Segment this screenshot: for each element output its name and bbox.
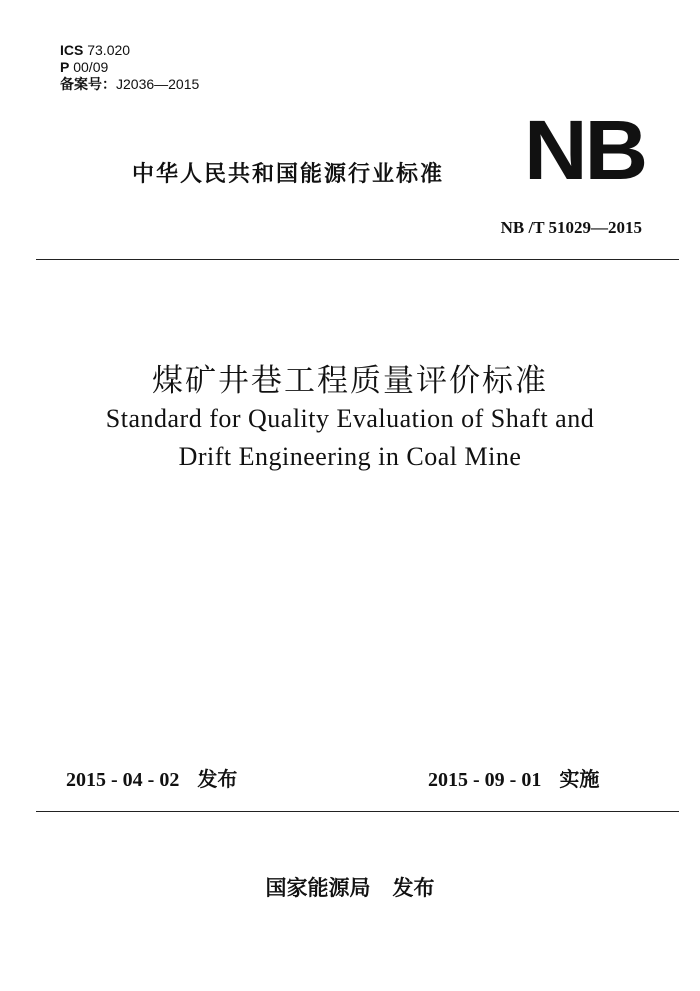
title-english-line1: Standard for Quality Evaluation of Shaft and bbox=[105, 404, 595, 433]
top-divider bbox=[36, 259, 679, 260]
title-chinese: 煤矿井巷工程质量评价标准 bbox=[152, 363, 548, 399]
record-label: 备案号： bbox=[60, 76, 116, 92]
class-label: P bbox=[60, 59, 70, 75]
issue-date-value: 2015 - 04 - 02 bbox=[66, 769, 180, 791]
standard-category: 中华人民共和国能源行业标准 bbox=[132, 162, 445, 187]
bottom-divider bbox=[36, 811, 679, 812]
classification-code bbox=[60, 59, 108, 76]
ics-code bbox=[60, 42, 130, 59]
implementation-date bbox=[428, 763, 599, 792]
record-value: J2036—2015 bbox=[116, 76, 200, 92]
record-number bbox=[60, 76, 199, 93]
implementation-date-value: 2015 - 09 - 01 bbox=[428, 769, 542, 791]
title-english-line2: Drift Engineering in Coal Mine bbox=[178, 442, 522, 471]
issue-date bbox=[66, 763, 237, 792]
ics-value: 73.020 bbox=[87, 42, 131, 58]
publisher-action: 发布 bbox=[392, 876, 435, 900]
publisher-name: 国家能源局 bbox=[265, 876, 371, 900]
standard-number: NB /T 51029—2015 bbox=[500, 218, 642, 237]
issue-action: 发布 bbox=[197, 767, 238, 791]
nb-logo: NB bbox=[524, 103, 646, 197]
ics-label: ICS bbox=[60, 42, 84, 58]
implementation-action: 实施 bbox=[559, 767, 600, 791]
publisher bbox=[0, 872, 700, 902]
class-value: 00/09 bbox=[73, 59, 109, 75]
